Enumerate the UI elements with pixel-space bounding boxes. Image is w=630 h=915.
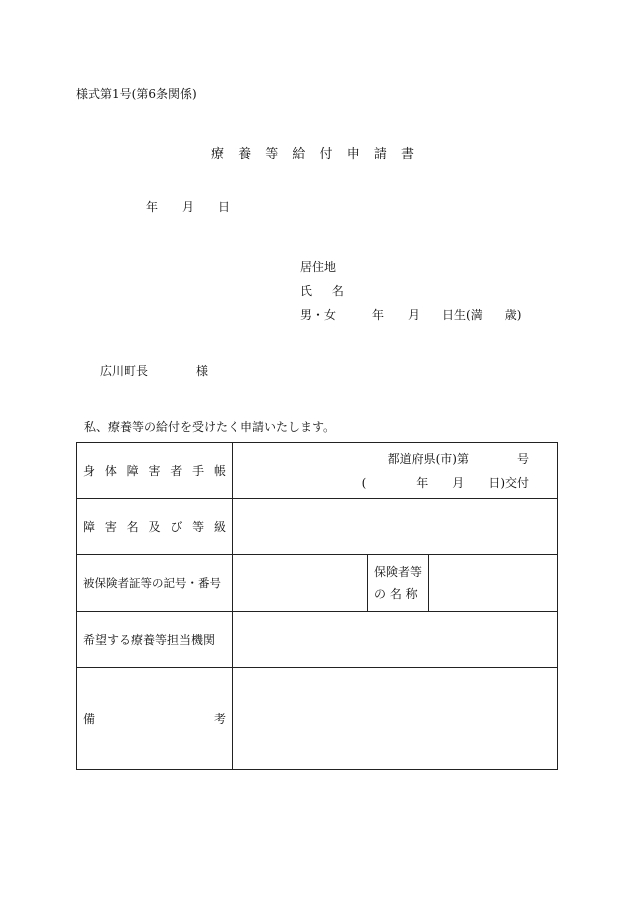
addressee-honorific: 様	[196, 364, 209, 378]
remarks-label-cell	[77, 668, 233, 770]
handbook-number-line: 都道府県(市)第 号	[387, 451, 529, 466]
addressee	[100, 362, 208, 379]
sex-birth-line	[300, 303, 521, 327]
table-row	[77, 612, 558, 668]
insurer-label-cell	[368, 555, 429, 612]
remarks-label: 備 考	[83, 712, 226, 726]
insurance-number-field[interactable]	[233, 555, 368, 612]
institution-label-cell	[77, 612, 233, 668]
age-suffix: 歳)	[504, 308, 522, 322]
document-title: 療 養 等 給 付 申 請 書	[211, 147, 419, 162]
table-row	[77, 668, 558, 770]
remarks-field[interactable]	[233, 668, 558, 770]
handbook-label: 身 体 障 害 者 手 帳	[83, 464, 226, 478]
disability-label-cell	[77, 499, 233, 555]
application-table	[76, 442, 558, 770]
date-month: 月	[182, 200, 195, 214]
date-day: 日	[218, 200, 231, 214]
address-label: 居住地	[300, 260, 337, 274]
handbook-label-cell	[77, 443, 233, 499]
application-date	[146, 198, 230, 215]
name-label: 氏 名	[300, 284, 352, 298]
addressee-name: 広川町長	[100, 364, 149, 378]
form-number: 様式第1号(第6条関係)	[76, 87, 197, 101]
handbook-cell[interactable]	[233, 443, 558, 499]
insurer-label-line1: 保険者等	[374, 565, 423, 579]
birth-month: 月	[408, 308, 421, 322]
insurer-label-line2: の 名 称	[374, 587, 418, 601]
insurance-label: 被保険者証等の記号・番号	[83, 576, 221, 590]
handbook-issue-line: ( 年 月 日)交付	[361, 475, 529, 490]
insurer-name-field[interactable]	[429, 555, 558, 612]
application-statement: 私、療養等の給付を受けたく申請いたします。	[84, 420, 336, 434]
disability-field[interactable]	[233, 499, 558, 555]
table-row	[77, 499, 558, 555]
table-row	[77, 443, 558, 499]
disability-label: 障 害 名 及 び 等 級	[83, 520, 226, 534]
sex-label: 男・女	[300, 308, 337, 322]
insurance-label-cell	[77, 555, 233, 612]
birth-day: 日生(満	[442, 308, 483, 322]
institution-label: 希望する療養等担当機関	[83, 633, 216, 647]
table-row	[77, 555, 558, 612]
birth-year: 年	[372, 308, 385, 322]
institution-field[interactable]	[233, 612, 558, 668]
applicant-block	[300, 255, 521, 327]
date-year: 年	[146, 200, 159, 214]
